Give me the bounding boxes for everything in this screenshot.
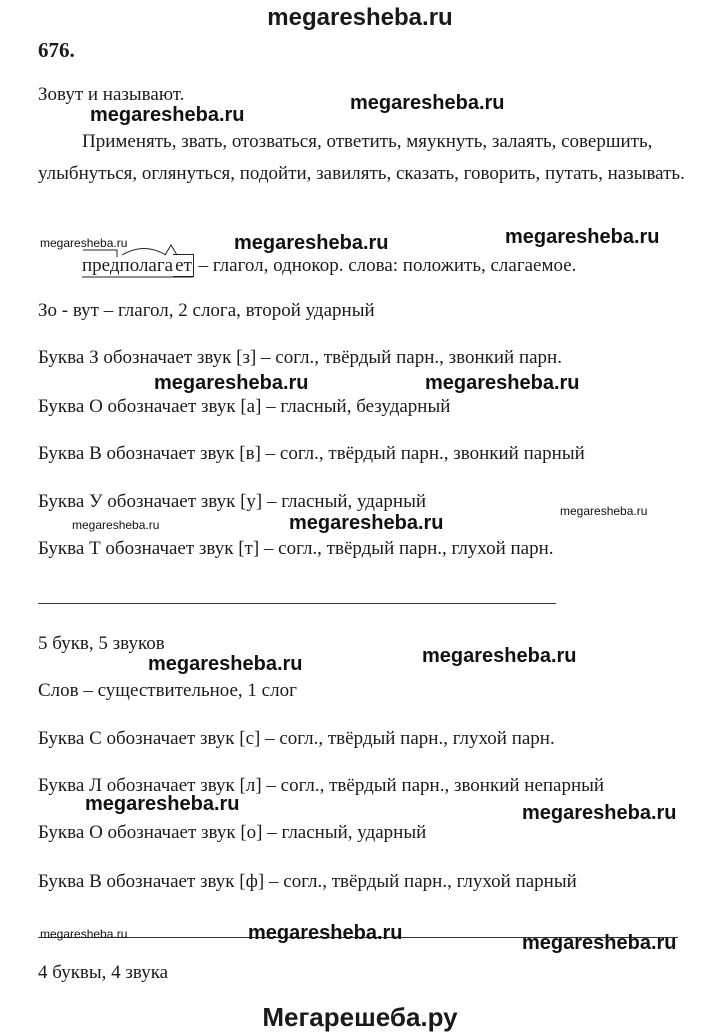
- watermark: megaresheba.ru: [90, 104, 245, 126]
- word2-letter-row: Буква Л обозначает звук [л] – согл., твёрдый парн., звонкий непарный: [38, 775, 605, 796]
- watermark: megaresheba.ru: [522, 932, 677, 954]
- watermark: megaresheba.ru: [154, 372, 309, 394]
- word2-count: 4 буквы, 4 звука: [38, 962, 169, 983]
- word1-letter-row: Буква О обозначает звук [а] – гласный, безударный: [38, 396, 451, 417]
- ending-box: ет: [175, 255, 192, 276]
- word2-letter-row: Буква О обозначает звук [о] – гласный, ударный: [38, 822, 427, 843]
- watermark: megaresheba.ru: [425, 372, 580, 394]
- watermark: megaresheba.ru: [40, 236, 128, 250]
- word1-count: 5 букв, 5 звуков: [38, 633, 165, 654]
- watermark: megaresheba.ru: [234, 232, 389, 254]
- watermark: megaresheba.ru: [148, 653, 303, 675]
- suffix-morpheme: а: [165, 255, 173, 277]
- word1-letter-row: Буква В обозначает звук [в] – согл., твёрдый парн., звонкий парный: [38, 443, 585, 464]
- task-number: 676.: [38, 38, 75, 62]
- site-footer-watermark: Мегарешеба.ру: [262, 1002, 458, 1032]
- watermark: megaresheba.ru: [248, 922, 403, 944]
- site-header-watermark: megaresheba.ru: [267, 4, 453, 31]
- watermark: megaresheba.ru: [560, 504, 648, 518]
- watermark: megaresheba.ru: [85, 793, 240, 815]
- watermark: megaresheba.ru: [522, 802, 677, 824]
- parse-description: – глагол, однокор. слова: положить, слагаемое.: [193, 255, 577, 276]
- watermark: megaresheba.ru: [350, 92, 505, 114]
- root-morpheme: полаг: [120, 255, 165, 277]
- word1-letter-row: Буква У обозначает звук [у] – гласный, ударный: [38, 491, 427, 512]
- watermark: megaresheba.ru: [72, 518, 160, 532]
- word2-syllables: Слов – существительное, 1 слог: [38, 680, 297, 701]
- word2-letter-row: Буква В обозначает звук [ф] – согл., твёрдый парн., глухой парный: [38, 871, 577, 892]
- prefix-morpheme: пред: [82, 255, 120, 277]
- word1-letter-row: Буква Т обозначает звук [т] – согл., твёрдый парн., глухой парн.: [38, 538, 554, 559]
- morpheme-parse-line: [82, 255, 576, 277]
- watermark: megaresheba.ru: [40, 927, 128, 941]
- watermark: megaresheba.ru: [422, 645, 577, 667]
- title-line: Зовут и называют.: [38, 84, 185, 105]
- word1-letter-row: Буква З обозначает звук [з] – согл., твёрдый парн., звонкий парн.: [38, 347, 562, 368]
- watermark: megaresheba.ru: [505, 226, 660, 248]
- word2-letter-row: Буква С обозначает звук [с] – согл., твёрдый парн., глухой парн.: [38, 728, 555, 749]
- word1-syllables: Зо - вут – глагол, 2 слога, второй ударный: [38, 300, 375, 321]
- stem-underline-icon: [82, 276, 194, 280]
- section-divider: [38, 603, 556, 604]
- suffix-mark-icon: [164, 244, 178, 256]
- watermark: megaresheba.ru: [289, 512, 444, 534]
- verbs-paragraph: Применять, звать, отозваться, ответить, мяукнуть, залаять, совершить, улыбнуться, оглянуться, подойти, завилять, сказать, говорить, путать, называть.: [38, 131, 685, 184]
